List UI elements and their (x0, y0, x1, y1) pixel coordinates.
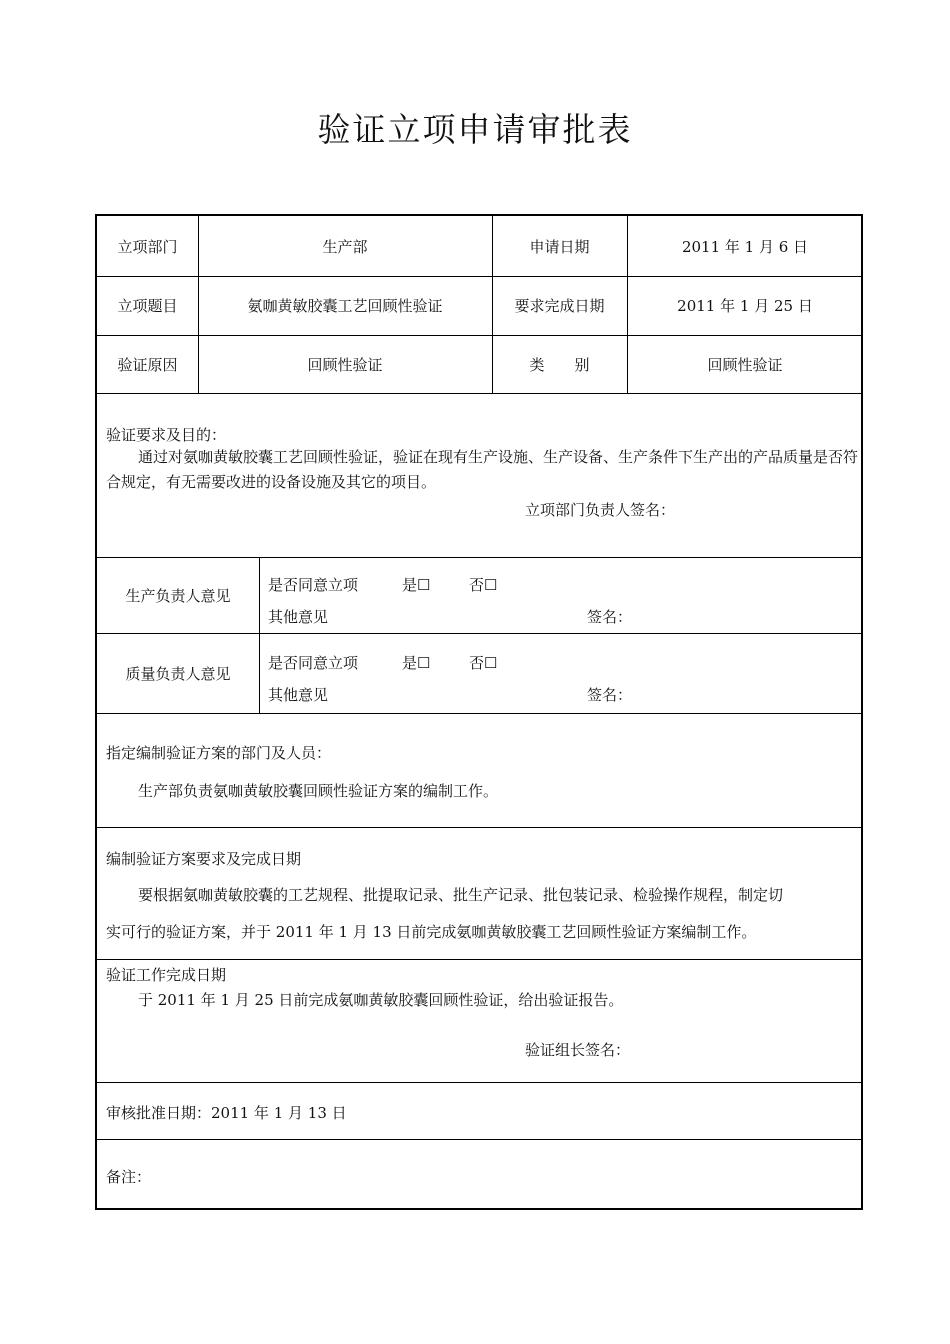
production-other-opinion: 其他意见 (268, 608, 329, 626)
dept-value: 生产部 (322, 237, 368, 256)
category-label: 类 别 (529, 355, 590, 374)
production-agree-prompt: 是否同意立项 (268, 576, 359, 594)
due-date-label: 要求完成日期 (514, 297, 605, 315)
reason-label: 验证原因 (117, 355, 178, 374)
row-divider (97, 1082, 861, 1083)
team-leader-signature: 验证组长签名： (525, 1041, 631, 1059)
topic-value: 氨咖黄敏胶囊工艺回顾性验证 (247, 297, 443, 315)
plan-heading: 编制验证方案要求及完成日期 (106, 850, 302, 868)
completion-heading: 验证工作完成日期 (106, 966, 227, 984)
page-title: 验证立项申请审批表 (317, 110, 633, 149)
plan-line-2: 实可行的验证方案，并于 2011 年 1 月 13 日前完成氨咖黄敏胶囊工艺回顾性验证方案编制工作。 (106, 923, 757, 941)
category-value: 回顾性验证 (707, 355, 783, 374)
due-date-value: 2011 年 1 月 25 日 (677, 297, 813, 315)
approval-form (95, 214, 863, 1210)
row-divider (97, 393, 861, 394)
row-divider (97, 1139, 861, 1140)
production-opinion-label: 生产负责人意见 (125, 586, 231, 605)
row-divider (97, 827, 861, 828)
approval-date: 审核批准日期：2011 年 1 月 13 日 (106, 1104, 347, 1122)
apply-date-label: 申请日期 (529, 237, 590, 256)
production-signature: 签名： (587, 608, 633, 626)
assignee-text: 生产部负责氨咖黄敏胶囊回顾性验证方案的编制工作。 (138, 782, 499, 800)
quality-yes-checkbox[interactable]: 是☐ (402, 654, 431, 672)
row-divider (97, 959, 861, 960)
production-no-checkbox[interactable]: 否☐ (469, 576, 498, 594)
dept-label: 立项部门 (117, 237, 178, 256)
production-yes-checkbox[interactable]: 是☐ (402, 576, 431, 594)
purpose-heading: 验证要求及目的： (106, 426, 227, 444)
assignee-heading: 指定编制验证方案的部门及人员： (106, 744, 332, 762)
row-divider (97, 713, 861, 714)
plan-line-1: 要根据氨咖黄敏胶囊的工艺规程、批提取记录、批生产记录、批包装记录、检验操作规程，制定切 (138, 886, 784, 904)
quality-other-opinion: 其他意见 (268, 686, 329, 704)
remarks-label: 备注： (106, 1168, 152, 1186)
quality-signature: 签名： (587, 686, 633, 704)
dept-head-signature: 立项部门负责人签名： (525, 501, 676, 519)
purpose-text: 通过对氨咖黄敏胶囊工艺回顾性验证，验证在现有生产设施、生产设备、生产条件下生产出的产品质量是否符合规定，有无需要改进的设备设施及其它的项目。 (106, 448, 859, 491)
quality-no-checkbox[interactable]: 否☐ (469, 654, 498, 672)
reason-value: 回顾性验证 (307, 355, 383, 374)
completion-text: 于 2011 年 1 月 25 日前完成氨咖黄敏胶囊回顾性验证，给出验证报告。 (138, 991, 624, 1009)
apply-date-value: 2011 年 1 月 6 日 (681, 237, 809, 256)
quality-agree-prompt: 是否同意立项 (268, 654, 359, 672)
quality-opinion-label: 质量负责人意见 (125, 664, 231, 683)
topic-label: 立项题目 (117, 297, 178, 315)
column-divider (259, 557, 260, 713)
